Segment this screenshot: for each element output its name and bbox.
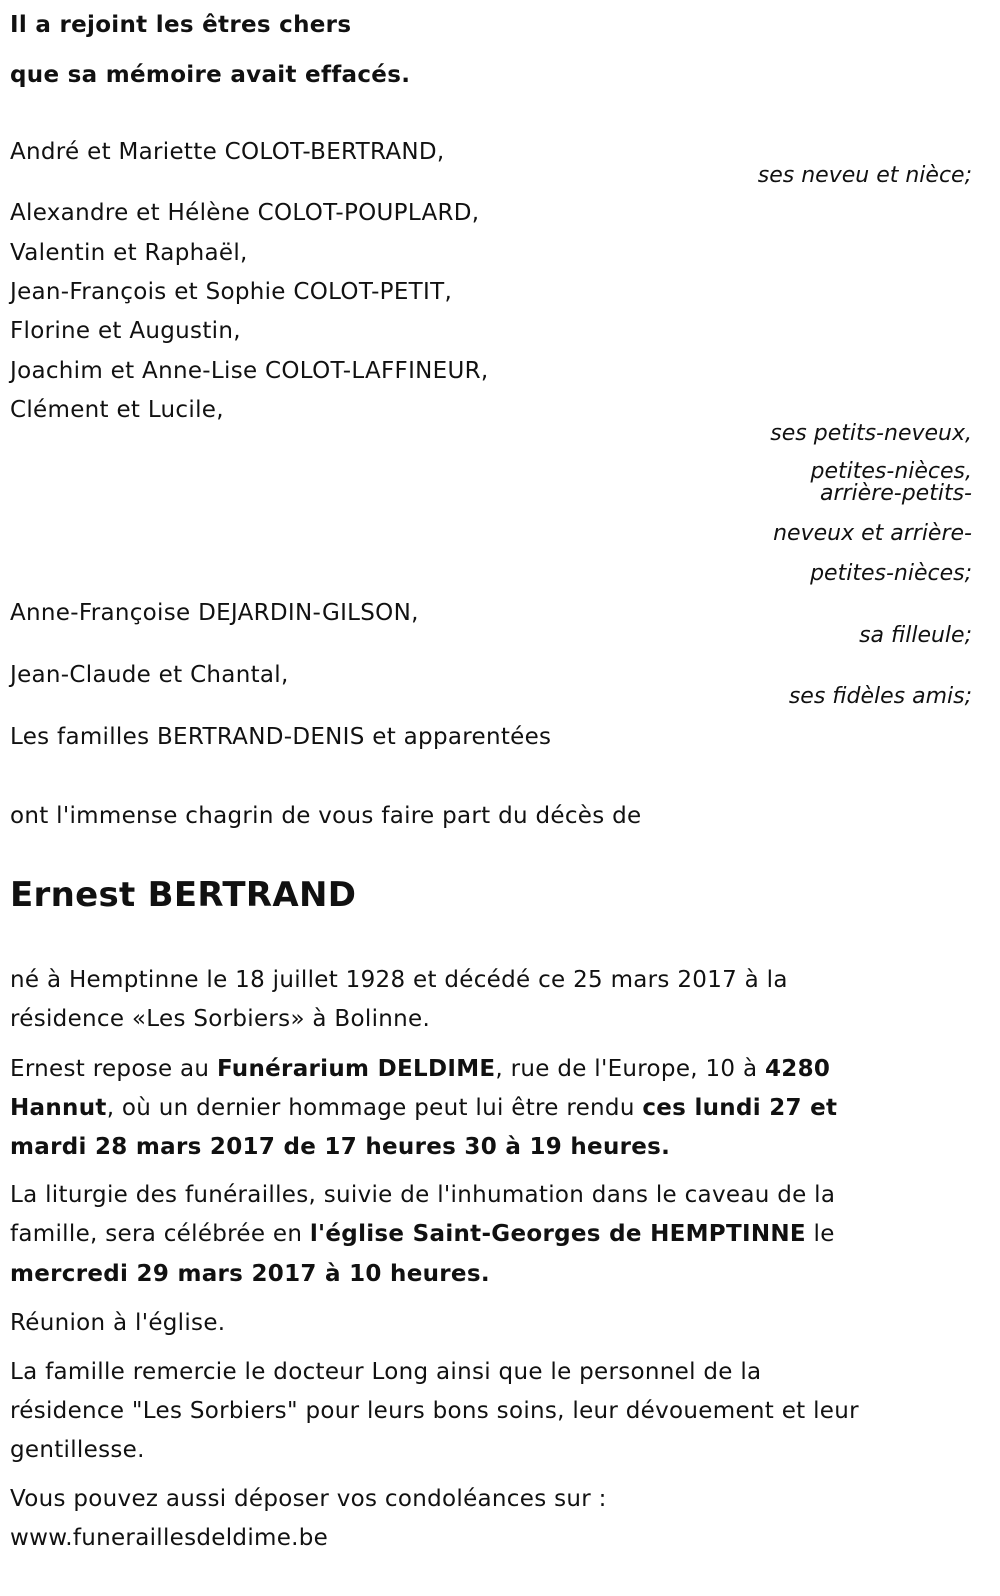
relation-label: sa filleule; <box>859 623 972 648</box>
family-line: Alexandre et Hélène COLOT-POUPLARD, <box>10 200 480 226</box>
text: , où un dernier hommage peut lui être rendu <box>106 1095 643 1121</box>
funeral-home: Funérarium DELDIME <box>216 1056 496 1082</box>
thanks-line: résidence "Les Sorbiers" pour leurs bons soins, leur dévouement et leur <box>10 1398 859 1424</box>
meeting-note: Réunion à l'église. <box>10 1310 226 1336</box>
city: Hannut <box>10 1095 107 1121</box>
condolences-link[interactable]: www.funeraillesdeldime.be <box>10 1525 329 1551</box>
liturgy-line: La liturgie des funérailles, suivie de l'inhumation dans le caveau de la <box>10 1182 836 1208</box>
relation-label: petites-nièces, <box>810 459 972 484</box>
church: l'église Saint-Georges de HEMPTINNE <box>309 1221 806 1247</box>
visitation-times: mardi 28 mars 2017 de 17 heures 30 à 19 heures. <box>10 1134 671 1160</box>
relation-label: arrière-petits- <box>819 481 972 506</box>
epigraph-line: que sa mémoire avait effacés. <box>10 62 411 88</box>
condolences-line: Vous pouvez aussi déposer vos condoléances sur : <box>10 1486 607 1512</box>
family-line: Les familles BERTRAND-DENIS et apparentées <box>10 724 552 750</box>
text: Ernest repose au <box>10 1056 217 1082</box>
relation-label: neveux et arrière- <box>773 521 972 546</box>
family-line: André et Mariette COLOT-BERTRAND, <box>10 139 445 165</box>
thanks-line: gentillesse. <box>10 1437 145 1463</box>
text: , rue de l'Europe, 10 à <box>495 1056 765 1082</box>
birth-death-line: né à Hemptinne le 18 juillet 1928 et décédé ce 25 mars 2017 à la <box>10 967 788 993</box>
relation-label: petites-nièces; <box>810 561 972 586</box>
text: le <box>805 1221 835 1247</box>
family-line: Clément et Lucile, <box>10 397 224 423</box>
relation-label: ses petits-neveux, <box>770 421 972 446</box>
thanks-line: La famille remercie le docteur Long ainsi que le personnel de la <box>10 1359 762 1385</box>
relation-label: ses fidèles amis; <box>788 684 972 709</box>
family-line: Anne-Françoise DEJARDIN-GILSON, <box>10 600 419 626</box>
deceased-name: Ernest BERTRAND <box>10 875 357 915</box>
birth-death-line: résidence «Les Sorbiers» à Bolinne. <box>10 1006 431 1032</box>
postal-code: 4280 <box>764 1056 831 1082</box>
family-line: Joachim et Anne-Lise COLOT-LAFFINEUR, <box>10 358 489 384</box>
text: famille, sera célébrée en <box>10 1221 310 1247</box>
epigraph-line: Il a rejoint les êtres chers <box>10 12 352 38</box>
family-line: Florine et Augustin, <box>10 318 241 344</box>
announcement: ont l'immense chagrin de vous faire part du décès de <box>10 803 642 829</box>
relation-label: ses neveu et nièce; <box>757 163 972 188</box>
family-line: Jean-Claude et Chantal, <box>10 662 289 688</box>
family-line: Jean-François et Sophie COLOT-PETIT, <box>10 279 453 305</box>
visitation-dates: ces lundi 27 et <box>642 1095 838 1121</box>
visitation-line <box>10 1093 837 1123</box>
visitation-line <box>10 1054 830 1084</box>
liturgy-line <box>10 1219 835 1249</box>
family-line: Valentin et Raphaël, <box>10 240 248 266</box>
liturgy-datetime: mercredi 29 mars 2017 à 10 heures. <box>10 1261 490 1287</box>
